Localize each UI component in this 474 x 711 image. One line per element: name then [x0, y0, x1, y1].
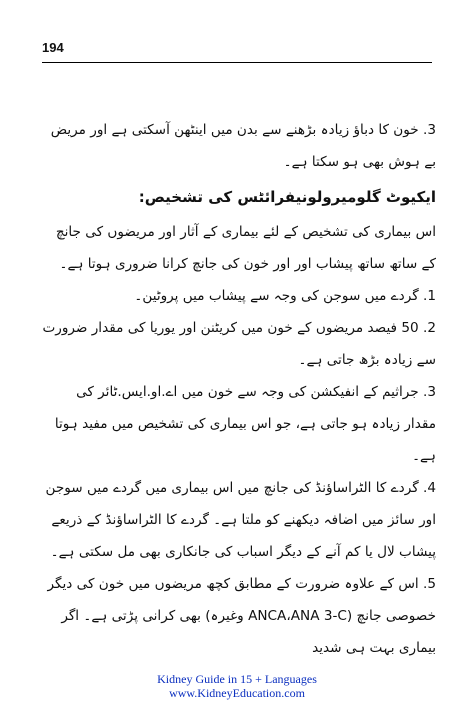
- section-heading: ایکیوٹ گلومیرولونیفرائٹس کی تشخیص:: [138, 188, 436, 206]
- footer: [0, 672, 474, 700]
- header-rule: [42, 62, 432, 63]
- paragraph-diagnosis-intro: اس بیماری کی تشخیص کے لئے بیماری کے آثار اور مریضوں کی جانچ کے ساتھ ساتھ پیشاب اور اور خون کی جانچ کرانا ضروری ہوتا ہے۔: [55, 224, 436, 272]
- page-body: [42, 114, 436, 664]
- list-item-4: 4. گردے کا الٹراساؤنڈ کی جانچ میں اس بیماری میں گردے میں سوجن اور سائز میں اضافہ دیکھنے کو ملتا ہے۔ گردے کا الٹراساؤنڈ کے ذریعے پیشاب لال یا کم آنے کے دیگر اسباب کی جانکاری بھی مل سکتی ہے۔: [45, 480, 436, 560]
- footer-title: Kidney Guide in 15 + Languages: [157, 672, 317, 686]
- page-number: 194: [42, 40, 64, 55]
- paragraph-complication-3: 3. خون کا دباؤ زیادہ بڑھنے سے بدن میں اینٹھن آسکتی ہے اور مریض بے ہوش بھی ہو سکتا ہے۔: [50, 122, 436, 170]
- list-item-1: 1. گردے میں سوجن کی وجہ سے پیشاب میں پروٹین۔: [134, 288, 436, 304]
- list-item-2: 2. 50 فیصد مریضوں کے خون میں کریٹنن اور یوریا کی مقدار ضرورت سے زیادہ بڑھ جاتی ہے۔: [42, 320, 436, 368]
- list-item-5: 5. اس کے علاوہ ضرورت کے مطابق کچھ مریضوں میں خون کی دیگر خصوصی جانچ (ANCA،ANA 3-C وغیرہ) بھی کرانی پڑتی ہے۔ اگر بیماری بہت ہی شدید: [47, 576, 436, 656]
- footer-website-link[interactable]: www.KidneyEducation.com: [169, 686, 305, 700]
- list-item-3: 3. جراثیم کے انفیکشن کی وجہ سے خون میں اے.او.ایس.ٹائر کی مقدار زیادہ ہو جاتی ہے، جو اس بیماری کی تشخیص میں مفید ہوتا ہے۔: [54, 384, 436, 464]
